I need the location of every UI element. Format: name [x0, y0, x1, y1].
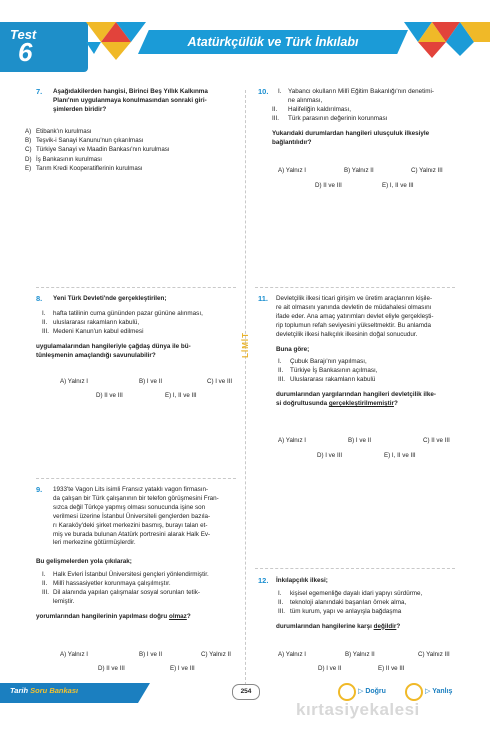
question-number: 11.	[258, 294, 269, 303]
choice-b[interactable]: B) I ve II	[139, 651, 163, 658]
watermark: kırtasiyekalesi	[296, 700, 420, 719]
choice-c[interactable]: C) Yalnız II	[201, 651, 232, 658]
question-number: 12.	[258, 576, 269, 585]
choice-c[interactable]: C) I ve III	[207, 378, 233, 385]
statement-1: I. Çubuk Barajı'nın yapılması,	[278, 358, 367, 366]
statement-1: I. Halk Evleri İstanbul Üniversitesi gençleri yönlendirmiştir.	[42, 571, 209, 579]
statement-3: III. Medeni Kanun'un kabul edilmesi	[42, 327, 144, 335]
wrong-count-circle[interactable]	[405, 683, 423, 701]
question-stem: tünleşmenin amaçlandığı savunulabilir?	[36, 351, 156, 359]
statement-1: I. kişisel egemenliğe dayalı idari yapıyı sürdürme,	[278, 589, 423, 597]
question-text: sızca değil Türkçe yapmış olması sonucunda işine son	[53, 503, 206, 511]
choice-e[interactable]: E) I, II ve III	[165, 392, 197, 399]
question-text: 1933'te Vagon Lits isimli Fransız yataklı vagon firmasın-	[53, 486, 209, 493]
question-number: 8.	[36, 294, 43, 303]
footer-title: Tarih Soru Bankası	[10, 686, 79, 695]
question-12	[258, 577, 463, 632]
section-divider	[255, 287, 455, 288]
option-d[interactable]: D) İş Bankasının kurulması	[25, 155, 103, 163]
question-stem: Aşağıdakilerden hangisi, Birinci Beş Yıllık Kalkınma	[53, 88, 208, 95]
question-stem: si doğrultusunda gerçekleştirilmemiştir?	[276, 400, 398, 408]
section-divider	[36, 478, 236, 479]
choice-d[interactable]: D) I ve II	[318, 665, 342, 672]
column-divider	[245, 90, 246, 685]
question-text: Devletçilik ilkesi ticari girişim ve üretim araçlarının kişile-	[276, 295, 433, 302]
section-divider	[36, 287, 236, 288]
choice-c[interactable]: C) Yalnız III	[418, 651, 450, 658]
statement-3: III. Dil alanında yapılan çalışmalar sosyal sorunları tetik-	[42, 589, 200, 597]
choice-e[interactable]: E) I, II ve III	[384, 452, 416, 459]
statement-2: II. Türkiye İş Bankasının açılması,	[278, 367, 378, 375]
question-text: leri merkezine götürmüşlerdir.	[53, 539, 136, 547]
choice-b[interactable]: B) I ve II	[348, 437, 372, 444]
page-number: 254	[232, 684, 260, 700]
question-intro: Yeni Türk Devleti'nde gerçekleştirilen;	[53, 295, 167, 302]
question-text: devletçilik ilkesi halkçılık ilkesinin doğal sonucudur.	[276, 330, 418, 338]
correct-label: ▷ Doğru	[358, 688, 386, 695]
question-stem: şimlerden biridir?	[53, 105, 107, 113]
choice-d[interactable]: D) II ve III	[315, 182, 342, 189]
statement-1: I. Yabancı okulların Millî Eğitim Bakanlığı'nın denetimi-	[278, 88, 434, 95]
test-label: Test	[10, 27, 37, 42]
choice-e[interactable]: E) II ve III	[378, 665, 405, 672]
question-intro: Buna göre;	[276, 345, 310, 353]
choice-e[interactable]: E) I ve III	[170, 665, 195, 672]
correct-count-circle[interactable]	[338, 683, 356, 701]
question-intro: İnkılapçılık ilkesi;	[276, 577, 328, 584]
wrong-label: ▷ Yanlış	[425, 688, 453, 695]
option-e[interactable]: E) Tarım Kredi Kooperatiflerinin kurulması	[25, 164, 143, 172]
choice-b[interactable]: B) Yalnız II	[345, 651, 375, 658]
question-11	[258, 295, 463, 409]
statement-1-cont: ne alınması,	[288, 96, 323, 104]
choice-a[interactable]: A) Yalnız I	[278, 651, 306, 658]
header-decoration	[86, 22, 146, 62]
choice-a[interactable]: A) Yalnız I	[278, 167, 306, 174]
option-c[interactable]: C) Türkiye Sanayi ve Maadin Bankası'nın kurulması	[25, 146, 170, 154]
question-text: ifade eder. Ana amaç yatırımları devlet eliyle gerçekleşti-	[276, 312, 434, 320]
question-text: da çalışan bir Türk çalışanının bir telefon görüşmesini Fran-	[53, 494, 219, 502]
page-title: Atatürkçülük ve Türk İnkılabı	[187, 35, 359, 49]
question-stem: bağlantılıdır?	[272, 138, 312, 146]
question-text: verilmesi üzerine İstanbul Üniversiteli gençlerden bazıla-	[53, 512, 211, 520]
choice-c[interactable]: C) Yalnız III	[411, 167, 443, 174]
choice-b[interactable]: B) I ve II	[139, 378, 163, 385]
choice-d[interactable]: D) I ve III	[317, 452, 343, 459]
statement-2: II. Halifeliğin kaldırılması,	[272, 105, 351, 113]
question-text: miş ve burada bulunan Atatürk portresini alarak Halk Ev-	[53, 530, 211, 538]
choice-d[interactable]: D) II ve III	[98, 665, 125, 672]
question-stem: Yukarıdaki durumlardan hangileri ulusçuluk ilkesiyle	[272, 129, 430, 137]
question-10	[258, 88, 463, 147]
question-stem: yorumlarından hangilerinin yapılması doğru olmaz?	[36, 612, 191, 620]
question-stem: Planı'nın uygulanmaya konulmasından sonraki giri-	[53, 96, 207, 104]
choice-e[interactable]: E) I, II ve III	[382, 182, 414, 189]
question-number: 10.	[258, 87, 269, 96]
question-stem: durumlarından yargılarından hangileri devletçilik ilke-	[276, 391, 436, 399]
statement-3: III. Türk parasının değerinin korunması	[272, 114, 388, 122]
question-stem: durumlarından hangilerine karşı değildir?	[276, 622, 401, 630]
section-divider	[255, 568, 455, 569]
limit-logo: LİMİT	[241, 332, 250, 358]
statement-3: III. tüm kurum, yapı ve anlayışla bağdaşma	[278, 607, 402, 615]
choice-a[interactable]: A) Yalnız I	[278, 437, 306, 444]
statement-3-cont: lemiştir.	[53, 597, 75, 605]
choice-c[interactable]: C) II ve III	[423, 437, 450, 444]
question-8	[36, 295, 241, 360]
question-9	[36, 486, 241, 622]
statement-2: II. teknoloji alanındaki başarıları örnek alma,	[278, 598, 407, 606]
question-text: rı Karaköy'deki şirket merkezini basmış, burayı talan et-	[53, 521, 208, 529]
question-number: 7.	[36, 87, 43, 96]
test-number: 6	[18, 37, 33, 67]
statement-2: II. uluslararası rakamların kabulü,	[42, 318, 140, 326]
question-text: rip toplumun refah seviyesini yükseltmektir. Bu anlamda	[276, 321, 432, 329]
option-b[interactable]: B) Teşvik-i Sanayi Kanunu'nun çıkarılması	[25, 137, 144, 145]
option-a[interactable]: A) Etibank'ın kurulması	[25, 127, 92, 135]
header-decoration-right	[404, 22, 490, 62]
choice-d[interactable]: D) II ve III	[96, 392, 123, 399]
choice-b[interactable]: B) Yalnız II	[344, 167, 374, 174]
question-stem: uygulamalarından hangileriyle çağdaş dünya ile bü-	[36, 342, 191, 350]
statement-3: III. Uluslararası rakamların kabulü	[278, 376, 376, 384]
statement-2: II. Millî hassasiyetler korunmaya çalışılmıştır.	[42, 580, 171, 588]
question-text: re ait olmasını yanında devletin de müdahalesi olmasını	[276, 303, 432, 311]
question-number: 9.	[36, 485, 43, 494]
question-7	[25, 87, 241, 173]
choice-a[interactable]: A) Yalnız I	[60, 378, 88, 385]
choice-a[interactable]: A) Yalnız I	[60, 651, 88, 658]
statement-1: I. hafta tatilinin cuma gününden pazar gününe alınması,	[42, 309, 203, 317]
question-intro: Bu gelişmelerden yola çıkılarak;	[36, 558, 132, 566]
